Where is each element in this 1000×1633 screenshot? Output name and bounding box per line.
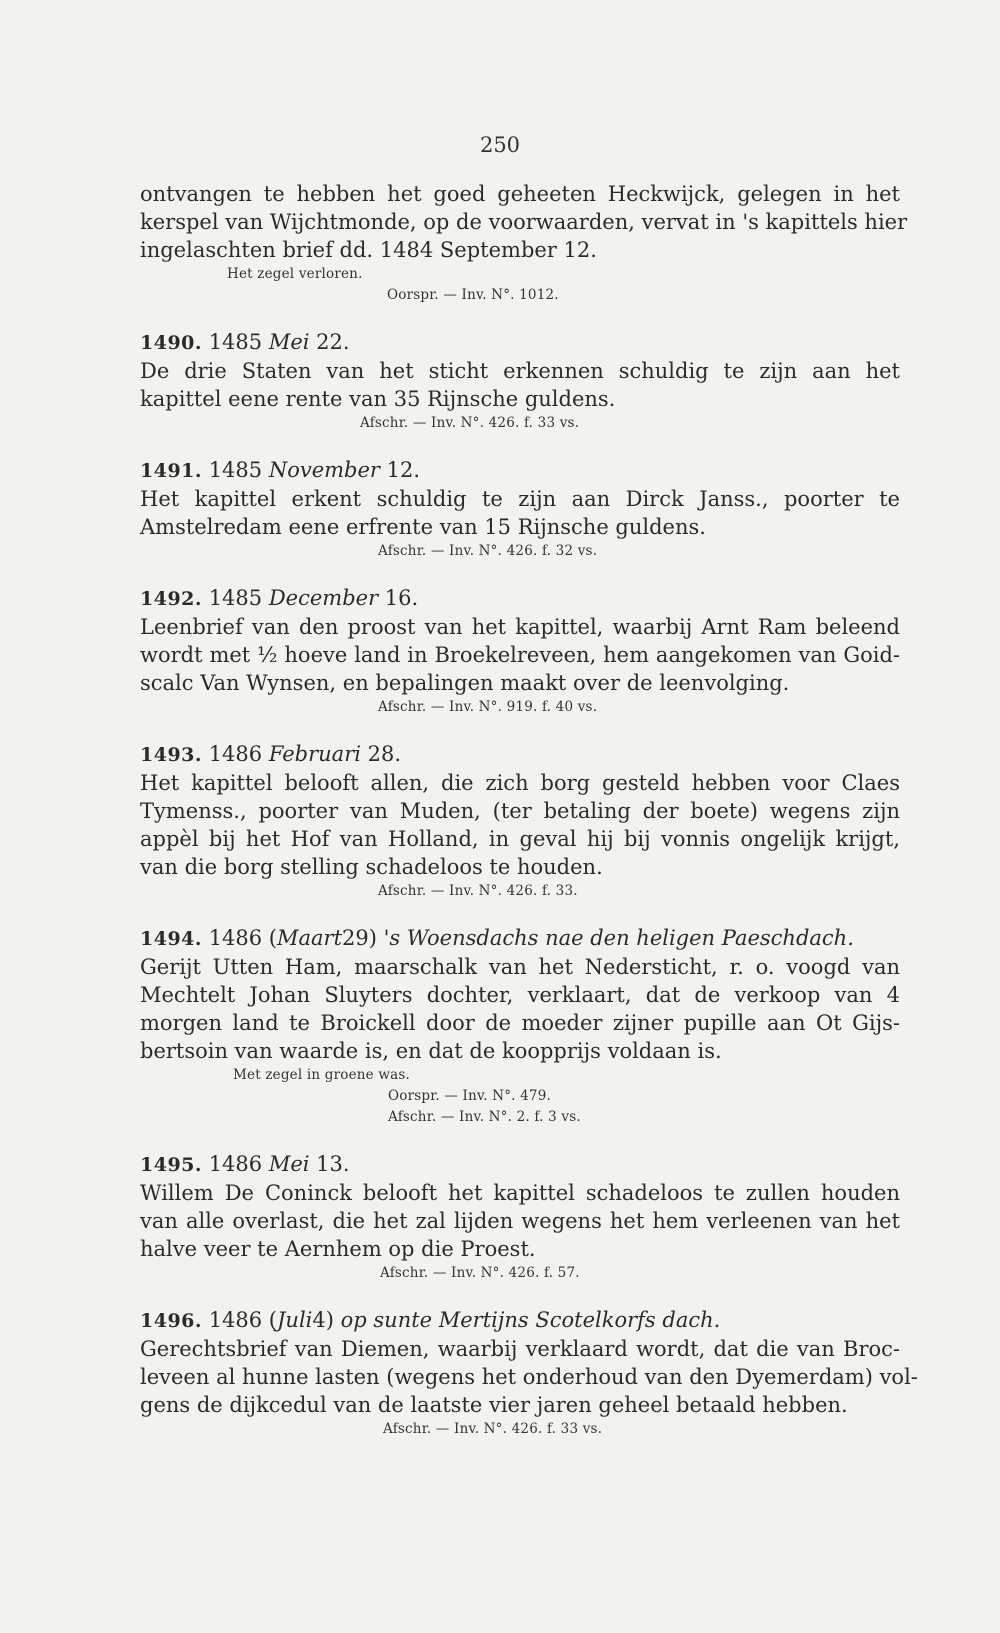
entry-year: 1485 — [208, 330, 263, 354]
entry-line: leveen al hunne lasten (wegens het onderhoud van den Dyemerdam) vol- — [140, 1365, 918, 1389]
entry-number: 1494. — [140, 928, 202, 950]
entry-line: Mechtelt Johan Sluyters dochter, verklaart, dat de verkoop van 4 — [140, 983, 900, 1007]
entry-year: 1486 ( — [208, 926, 277, 950]
intro-line: ontvangen te hebben het goed geheeten Heckwijck, gelegen in het — [140, 182, 900, 206]
entry-month: Mei — [268, 1152, 310, 1176]
entry-number: 1496. — [140, 1310, 202, 1332]
entry-1493 — [140, 740, 900, 902]
entry-month: November — [268, 458, 380, 482]
entry-line: scalc Van Wynsen, en bepalingen maakt over de leenvolging. — [140, 671, 790, 695]
entry-line: bertsoin van waarde is, en dat de koopprijs voldaan is. — [140, 1039, 722, 1063]
entry-day: 4) — [312, 1308, 341, 1332]
archive-reference: Oorspr. — Inv. N°. 479. — [388, 1088, 552, 1104]
entry-number: 1493. — [140, 744, 202, 766]
entry-line: Het kapittel erkent schuldig te zijn aan Dirck Janss., poorter te — [140, 487, 900, 511]
archive-reference: Afschr. — Inv. N°. 426. f. 33. — [378, 883, 578, 899]
entry-feast-day: op sunte Mertijns Scotelkorfs dach. — [340, 1308, 721, 1332]
archive-reference: Afschr. — Inv. N°. 426. f. 33 vs. — [383, 1421, 603, 1437]
entry-number: 1491. — [140, 460, 202, 482]
archive-reference: Afschr. — Inv. N°. 426. f. 33 vs. — [360, 415, 580, 431]
entry-month: Mei — [268, 330, 310, 354]
entry-day: 16. — [384, 586, 419, 610]
archive-reference: Afschr. — Inv. N°. 919. f. 40 vs. — [378, 699, 598, 715]
entry-line: wordt met ½ hoeve land in Broekelreveen, hem aangekomen van Goid- — [140, 643, 900, 667]
page-number: 250 — [479, 133, 521, 157]
entry-day: 12. — [386, 458, 421, 482]
entry-line: van die borg stelling schadeloos te houden. — [140, 855, 603, 879]
entry-heading — [140, 1306, 900, 1335]
entry-number: 1490. — [140, 332, 202, 354]
entry-heading — [140, 456, 900, 485]
entry-line: van alle overlast, die het zal lijden wegens het hem verleenen van het — [140, 1209, 900, 1233]
entry-line: Leenbrief van den proost van het kapittel, waarbij Arnt Ram beleend — [140, 615, 900, 639]
entry-day: 22. — [316, 330, 350, 354]
entry-line: appèl bij het Hof van Holland, in geval hij bij vonnis ongelijk krijgt, — [140, 827, 900, 851]
entry-month: December — [268, 586, 379, 610]
entry-1494 — [140, 924, 900, 1128]
entry-1496 — [140, 1306, 918, 1440]
intro-block — [140, 180, 908, 306]
entry-line: kapittel eene rente van 35 Rijnsche guldens. — [140, 387, 616, 411]
entry-heading — [140, 328, 900, 357]
entry-line: morgen land te Broickell door de moeder zijner pupille aan Ot Gijs- — [140, 1011, 900, 1035]
entry-line: Het kapittel belooft allen, die zich borg gesteld hebben voor Claes — [140, 771, 900, 795]
page-text — [140, 180, 918, 1440]
entry-line: Amstelredam eene erfrente van 15 Rijnsche guldens. — [140, 515, 706, 539]
entry-year: 1485 — [208, 586, 263, 610]
entry-line: halve veer te Aernhem op die Proest. — [140, 1237, 536, 1261]
entry-month: Juli — [277, 1308, 313, 1332]
entry-year: 1486 — [208, 1152, 263, 1176]
entry-number: 1492. — [140, 588, 202, 610]
entry-line: Tymenss., poorter van Muden, (ter betaling der boete) wegens zijn — [140, 799, 900, 823]
entry-line: Gerijt Utten Ham, maarschalk van het Nedersticht, r. o. voogd van — [140, 955, 900, 979]
entry-1495 — [140, 1150, 900, 1284]
entry-year: 1486 — [208, 742, 263, 766]
entry-feast-day: 's Woensdachs nae den heligen Paeschdach. — [383, 926, 854, 950]
entry-month: Februari — [268, 742, 361, 766]
intro-line: ingelaschten brief dd. 1484 September 12. — [140, 238, 597, 262]
archive-reference: Afschr. — Inv. N°. 426. f. 57. — [380, 1265, 580, 1281]
entry-day: 29) — [342, 926, 384, 950]
archive-reference: Afschr. — Inv. N°. 2. f. 3 vs. — [388, 1109, 581, 1125]
entry-1492 — [140, 584, 900, 718]
entry-number: 1495. — [140, 1154, 202, 1176]
entry-heading — [140, 584, 900, 613]
intro-line: kerspel van Wijchtmonde, op de voorwaarden, vervat in 's kapittels hier — [140, 210, 908, 234]
seal-note: Met zegel in groene was. — [233, 1067, 410, 1083]
seal-note: Het zegel verloren. — [227, 266, 363, 282]
entry-year: 1486 ( — [208, 1308, 277, 1332]
entry-day: 28. — [367, 742, 402, 766]
entry-line: Gerechtsbrief van Diemen, waarbij verklaard wordt, dat die van Broc- — [140, 1337, 900, 1361]
entry-line: gens de dijkcedul van de laatste vier jaren geheel betaald hebben. — [140, 1393, 848, 1417]
entry-month: Maart — [277, 926, 343, 950]
archive-reference: Afschr. — Inv. N°. 426. f. 32 vs. — [378, 543, 598, 559]
entry-heading — [140, 1150, 900, 1179]
archive-reference: Oorspr. — Inv. N°. 1012. — [387, 287, 559, 303]
entry-year: 1485 — [208, 458, 263, 482]
entry-line: De drie Staten van het sticht erkennen schuldig te zijn aan het — [140, 359, 900, 383]
entry-1491 — [140, 456, 900, 562]
entry-line: Willem De Coninck belooft het kapittel schadeloos te zullen houden — [140, 1181, 900, 1205]
entry-1490 — [140, 328, 900, 434]
entry-heading — [140, 740, 900, 769]
entry-day: 13. — [316, 1152, 350, 1176]
entry-heading — [140, 924, 900, 953]
